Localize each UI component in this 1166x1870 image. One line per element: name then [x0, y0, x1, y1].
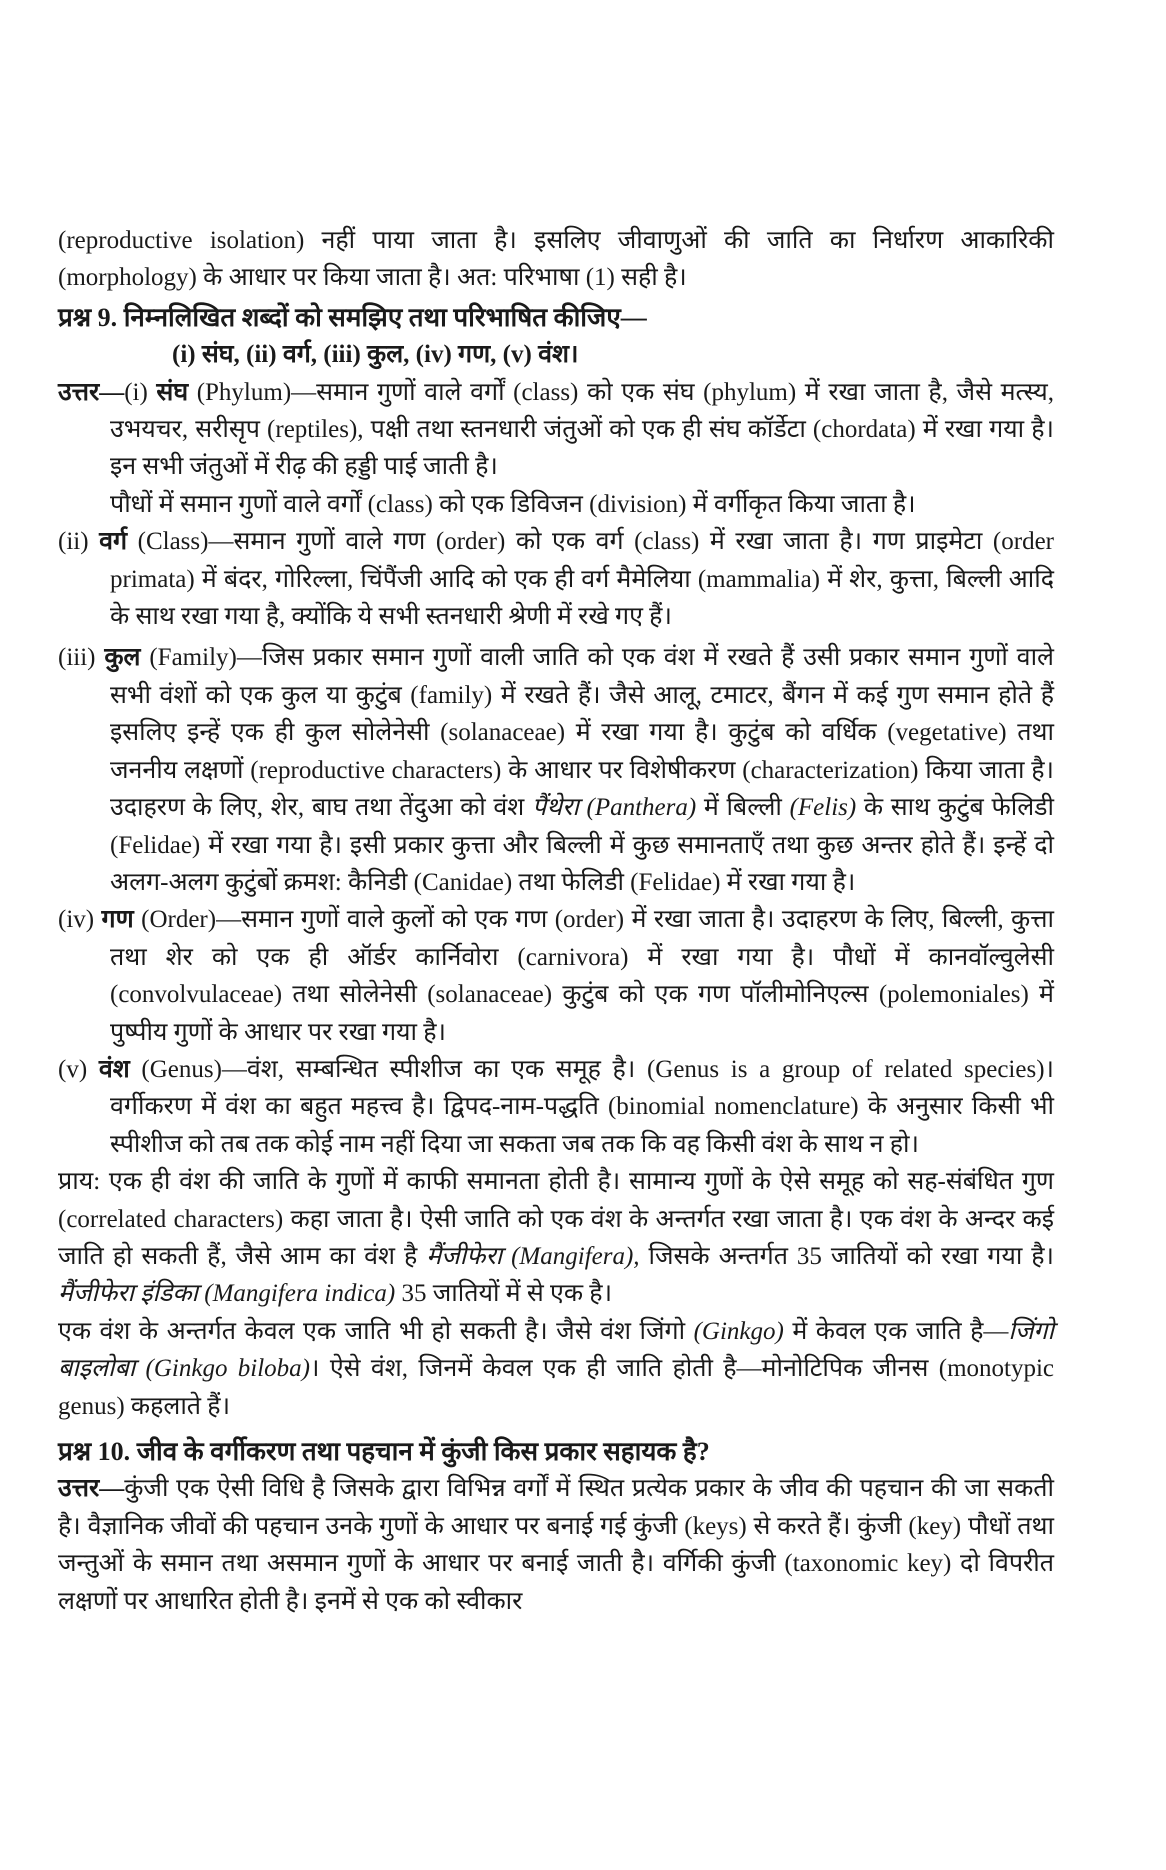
- family-num: (iii): [58, 644, 105, 672]
- ginkgo-name: (Ginkgo): [693, 1317, 784, 1345]
- family-text-a: (Family)—जिस प्रकार समान गुणों वाली जाति को एक वंश में रखते हैं उसी प्रकार समान गुणों वाले सभी वंशों को एक कुल या कुटुंब (family) में रखते हैं। जैसे आलू, टमाटर, बैंगन में कई गुण समान होते हैं इसलिए इन्हें एक ही कुल सोलेनेसी (solanaceae) में रखा गया है। कुटुंब को वर्धिक (vegetative) तथा जननीय लक्षणों (reproductive characters) के आधार पर विशेषीकरण (characterization) किया जाता है। उदाहरण के लिए, शेर, बाघ तथा तेंदुआ को वंश: [110, 644, 1054, 822]
- genus-num: (v): [58, 1055, 99, 1083]
- answer-10: [58, 1470, 1054, 1620]
- para1-text-a: प्राय: एक ही वंश की जाति के गुणों में काफी समानता होती है। सामान्य गुणों के ऐसे समूह को सह-संबंधित गुण (correlated characters) कहा जाता है। ऐसी जाति को एक वंश के अन्तर्गत रखा जाता है। एक वंश के अन्दर कई जाति हो सकती हैं, जैसे आम का वंश है: [58, 1168, 1054, 1270]
- family-term: कुल: [104, 644, 141, 672]
- genus-term: वंश: [98, 1055, 130, 1083]
- answer-order: [58, 901, 1054, 1051]
- question-9-text: निम्नलिखित शब्दों को समझिए तथा परिभाषित कीजिए—: [123, 302, 647, 332]
- ginkgo-biloba-name: जिंगो बाइलोबा (Ginkgo biloba): [58, 1317, 1054, 1383]
- felis-name: (Felis): [789, 794, 857, 822]
- para1-text-b: जिसके अन्तर्गत 35 जातियों को रखा गया है।: [639, 1242, 1054, 1270]
- answer-10-label: उत्तर—: [58, 1475, 125, 1503]
- answer-phylum: [58, 374, 1054, 486]
- genus-text: (Genus)—वंश, सम्बन्धित स्पीशीज का एक समूह है। (Genus is a group of related species)। वर्गीकरण में वंश का बहुत महत्त्व है। द्विपद-नाम-पद्धति (binomial nomenclature) के अनुसार किसी भी स्पीशीज को तब तक कोई नाम नहीं दिया जा सकता जब तक कि वह किसी वंश के साथ न हो।: [110, 1055, 1054, 1158]
- order-text: (Order)—समान गुणों वाले कुलों को एक गण (order) में रखा जाता है। उदाहरण के लिए, बिल्ली, कुत्ता तथा शेर को एक ही ऑर्डर कार्निवोरा (carnivora) में रखा गया है। पौधों में कानवॉल्वुलेसी (convolvulaceae) तथा सोलेनेसी (solanaceae) कुटुंब को एक गण पॉलीमोनिएल्स (polemoniales) में पुष्पीय गुणों के आधार पर रखा गया है।: [110, 906, 1054, 1046]
- order-num: (iv): [58, 906, 102, 934]
- answer-class: [58, 523, 1054, 635]
- phylum-plants: पौधों में समान गुणों वाले वर्गों (class) को एक डिविजन (division) में वर्गीकृत किया जाता है।: [110, 490, 916, 518]
- para2-text-c: । ऐसे वंश, जिनमें केवल एक ही जाति होती है—मोनोटिपिक जीनस (monotypic genus) कहलाते हैं।: [58, 1355, 1055, 1420]
- mangifera-indica-name: मैंजीफेरा इंडिका (Mangifera indica): [58, 1280, 396, 1308]
- para1-text-c: 35 जातियों में से एक है।: [395, 1280, 613, 1308]
- phylum-term: संघ: [156, 378, 189, 406]
- mangifera-name: मैंजीफेरा (Mangifera),: [426, 1242, 640, 1270]
- question-10-text: जीव के वर्गीकरण तथा पहचान में कुंजी किस प्रकार सहायक है?: [136, 1437, 710, 1466]
- question-10-label: प्रश्न 10.: [58, 1437, 131, 1466]
- order-term: गण: [101, 906, 134, 934]
- phylum-num: (i): [124, 378, 148, 406]
- class-text: (Class)—समान गुणों वाले गण (order) को एक वर्ग (class) में रखा जाता है। गण प्राइमेटा (order primata) में बंदर, गोरिल्ला, चिंपैंजी आदि को एक ही वर्ग मैमेलिया (mammalia) में शेर, कुत्ता, बिल्ली आदि के साथ रखा गया है, क्योंकि ये सभी स्तनधारी श्रेणी में रखे गए हैं।: [110, 528, 1054, 631]
- genus-paragraph-2: [58, 1313, 1054, 1425]
- question-9-label: प्रश्न 9.: [58, 302, 118, 332]
- para2-text-a: एक वंश के अन्तर्गत केवल एक जाति भी हो सकती है। जैसे वंश जिंगो: [58, 1317, 694, 1345]
- class-num: (ii): [58, 528, 100, 556]
- family-text-b: में बिल्ली: [696, 794, 790, 822]
- para2-text-b: में केवल एक जाति है—: [783, 1317, 1009, 1345]
- answer-label: उत्तर—: [58, 378, 125, 406]
- genus-paragraph-1: [58, 1163, 1054, 1313]
- phylum-text: (Phylum)—समान गुणों वाले वर्गों (class) को एक संघ (phylum) में रखा जाता है, जैसे मत्स्य, उभयचर, सरीसृप (reptiles), पक्षी तथा स्तनधारी जंतुओं को एक ही संघ कॉर्डेटा (chordata) में रखा गया है। इन सभी जंतुओं में रीढ़ की हड्डी पाई जाती है।: [110, 378, 1055, 481]
- class-term: वर्ग: [99, 528, 128, 556]
- question-9-terms: (i) संघ, (ii) वर्ग, (iii) कुल, (iv) गण, (v) वंश।: [172, 341, 579, 369]
- panthera-name: पैंथेरा (Panthera): [531, 794, 697, 822]
- question-9: [58, 299, 1054, 336]
- family-text-c: के साथ कुटुंब फेलिडी (Felidae) में रखा गया है। इसी प्रकार कुत्ता और बिल्ली में कुछ समानताएँ तथा कुछ अन्तर होते हैं। इन्हें दो अलग-अलग कुटुंबों क्रमश: कैनिडी (Canidae) तथा फेलिडी (Felidae) में रखा गया है।: [110, 794, 1055, 896]
- question-10: [58, 1433, 1054, 1470]
- intro-paragraph: (reproductive isolation) नहीं पाया जाता है। इसलिए जीवाणुओं की जाति का निर्धारण आकारिकी (morphology) के आधार पर किया जाता है। अत: परिभाषा (1) सही है।: [58, 227, 1054, 292]
- answer-10-text: कुंजी एक ऐसी विधि है जिसके द्वारा विभिन्न वर्गों में स्थित प्रत्येक प्रकार के जीव की पहचान की जा सकती है। वैज्ञानिक जीवों की पहचान उनके गुणों के आधार पर बनाई गई कुंजी (keys) से करते हैं। कुंजी (key) पौधों तथा जन्तुओं के समान तथा असमान गुणों के आधार पर बनाई जाती है। वर्गिकी कुंजी (taxonomic key) दो विपरीत लक्षणों पर आधारित होती है। इनमें से एक को स्वीकार: [58, 1475, 1054, 1615]
- answer-family: [58, 639, 1054, 901]
- answer-genus: [58, 1051, 1054, 1163]
